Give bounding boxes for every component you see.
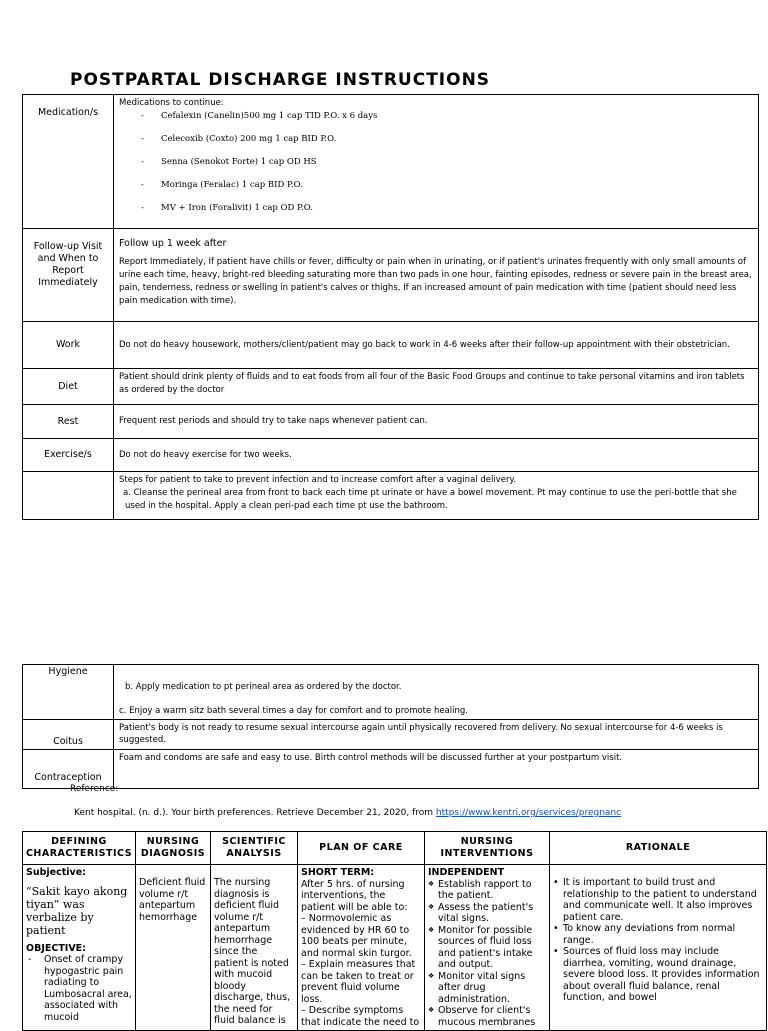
hygiene-label-empty [23, 472, 114, 520]
plan-item: – Describe symptoms that indicate the need to [301, 1005, 420, 1028]
followup-label: Follow-up Visit and When to Report Immediately [23, 229, 114, 322]
exercise-label: Exercise/s [23, 439, 114, 472]
plan-cell [298, 865, 425, 1031]
hygiene-step-a: a. Cleanse the perineal area from front to back each time pt urinate or have a bowel movement. Pt may continue to use the peri-bottle that she used in the hospital. Apply a clean peri-pad each time pt use the bathroom. [123, 488, 737, 511]
medication-item: - Celecoxib (Coxto) 200 mg 1 cap BID P.O. [141, 133, 753, 156]
medication-item: - Moringa (Feralac) 1 cap BID P.O. [141, 179, 753, 202]
objective-item: - Onset of crampy hypogastric pain radiating to Lumbosacral area, associated with mucoid [28, 954, 132, 1023]
diagnosis-cell: Deficient fluid volume r/t antepartum hemorrhage [136, 865, 211, 1031]
hygiene-cell [114, 472, 759, 520]
interventions-label: INDEPENDENT [428, 867, 505, 878]
work-label: Work [23, 322, 114, 369]
rationale-item: • It is important to build trust and relationship to the patient to understand and communicate well. It also improves patient care. [553, 877, 763, 923]
coitus-text: Patient's body is not ready to resume sexual intercourse again until physically recovered from delivery. No sexual intercourse for 4-6 weeks is suggested. [114, 720, 759, 750]
contraception-label: Contraception [23, 750, 114, 789]
reference-citation [74, 808, 621, 818]
rationale-item: • Sources of fluid loss may include diarrhea, vomiting, wound drainage, severe blood loss. It provides information about overall fluid balance, renal function, and bowel [553, 946, 763, 1004]
hygiene-step-c: c. Enjoy a warm sitz bath several times a day for comfort and to promote healing. [119, 706, 468, 716]
plan-label: SHORT TERM: [301, 867, 375, 878]
diet-text: Patient should drink plenty of fluids and to eat foods from all four of the Basic Food Groups and continue to take personal vitamins and iron tablets as ordered by the doctor [114, 369, 759, 405]
medication-item: - MV + Iron (Foralivit) 1 cap OD P.O. [141, 202, 753, 225]
followup-cell [114, 229, 759, 322]
contraception-text: Foam and condoms are safe and easy to use. Birth control methods will be discussed further at your postpartum visit. [114, 750, 759, 789]
work-text: Do not do heavy housework, mothers/client/patient may go back to work in 4-6 weeks after their follow-up appointment with their obstetrician. [114, 322, 759, 369]
medication-cell [114, 95, 759, 229]
nursing-care-plan-table [22, 831, 767, 1031]
header-rationale: RATIONALE [550, 832, 767, 865]
rationale-cell [550, 865, 767, 1031]
header-nursing-diagnosis: NURSING DIAGNOSIS [136, 832, 211, 865]
hygiene-intro: Steps for patient to take to prevent infection and to increase comfort after a vaginal delivery. [119, 475, 516, 485]
plan-item: – Explain measures that can be taken to treat or prevent fluid volume loss. [301, 959, 416, 1005]
coitus-label: Coitus [23, 720, 114, 750]
header-nursing-interventions: NURSING INTERVENTIONS [425, 832, 550, 865]
hygiene-cell-continued [114, 665, 759, 720]
intervention-item: ❖ Monitor for possible sources of fluid loss and patient's intake and output. [428, 925, 546, 971]
medication-heading: Medications to continue: [119, 98, 224, 108]
subjective-label: Subjective: [26, 867, 86, 878]
page-title: POSTPARTAL DISCHARGE INSTRUCTIONS [70, 70, 491, 90]
header-defining-characteristics: DEFINING CHARACTERISTICS [23, 832, 136, 865]
plan-text: After 5 hrs. of nursing interventions, the patient will be able to: [301, 878, 408, 913]
analysis-cell: The nursing diagnosis is deficient fluid volume r/t antepartum hemorrhage since the patient is noted with mucoid bloody discharge, thus, the need for fluid balance is [211, 865, 298, 1031]
diet-label: Diet [23, 369, 114, 405]
intervention-item: ❖ Monitor vital signs after drug administration. [428, 971, 546, 1006]
header-scientific-analysis: SCIENTIFIC ANALYSIS [211, 832, 298, 865]
discharge-table-continued [22, 664, 759, 789]
plan-item: – Normovolemic as evidenced by HR 60 to 100 beats per minute, and normal skin turgor. [301, 913, 412, 959]
followup-report: Report Immediately, If patient have chills or fever, difficulty or pain when in urinating, or if patient's urinates frequently with only small amounts of urine each time, heavy, bright-red bleeding saturating more than two pads in one hour, fainting episodes, redness or severe pain in the breast area, pain, tenderness, redness or swelling in patient's calves or thighs, If an increased amount of pain medication with time (patient should need less pain medication with time). [119, 257, 752, 306]
rest-text: Frequent rest periods and should try to take naps whenever patient can. [114, 405, 759, 439]
reference-link[interactable]: https://www.kentri.org/services/pregnanc [435, 808, 622, 818]
header-plan-of-care: PLAN OF CARE [298, 832, 425, 865]
reference-label: Reference: [70, 784, 119, 794]
intervention-item: ❖ Assess the patient's vital signs. [428, 902, 546, 925]
medication-label: Medication/s [23, 95, 114, 229]
subjective-quote: “Sakit kayo akong tiyan” was verbalize by patient [26, 884, 128, 937]
hygiene-step-b: b. Apply medication to pt perineal area as ordered by the doctor. [125, 682, 402, 692]
reference-text: Kent hospital. (n. d.). Your birth preferences. Retrieve December 21, 2020, from [74, 808, 436, 818]
medication-item: - Senna (Senokot Forte) 1 cap OD HS [141, 156, 753, 179]
intervention-item: ❖ Establish rapport to the patient. [428, 879, 546, 902]
followup-main: Follow up 1 week after [119, 238, 227, 249]
objective-label: OBJECTIVE: [26, 942, 86, 954]
hygiene-label: Hygiene [23, 665, 114, 720]
discharge-table [22, 94, 759, 520]
intervention-item: ❖ Observe for client's mucous membranes [428, 1005, 546, 1028]
medication-item: - Cefalexin (Canelin)500 mg 1 cap TID P.O. x 6 days [141, 110, 753, 133]
exercise-text: Do not do heavy exercise for two weeks. [114, 439, 759, 472]
defining-characteristics-cell [23, 865, 136, 1031]
rest-label: Rest [23, 405, 114, 439]
interventions-cell [425, 865, 550, 1031]
rationale-item: • To know any deviations from normal range. [553, 923, 763, 946]
